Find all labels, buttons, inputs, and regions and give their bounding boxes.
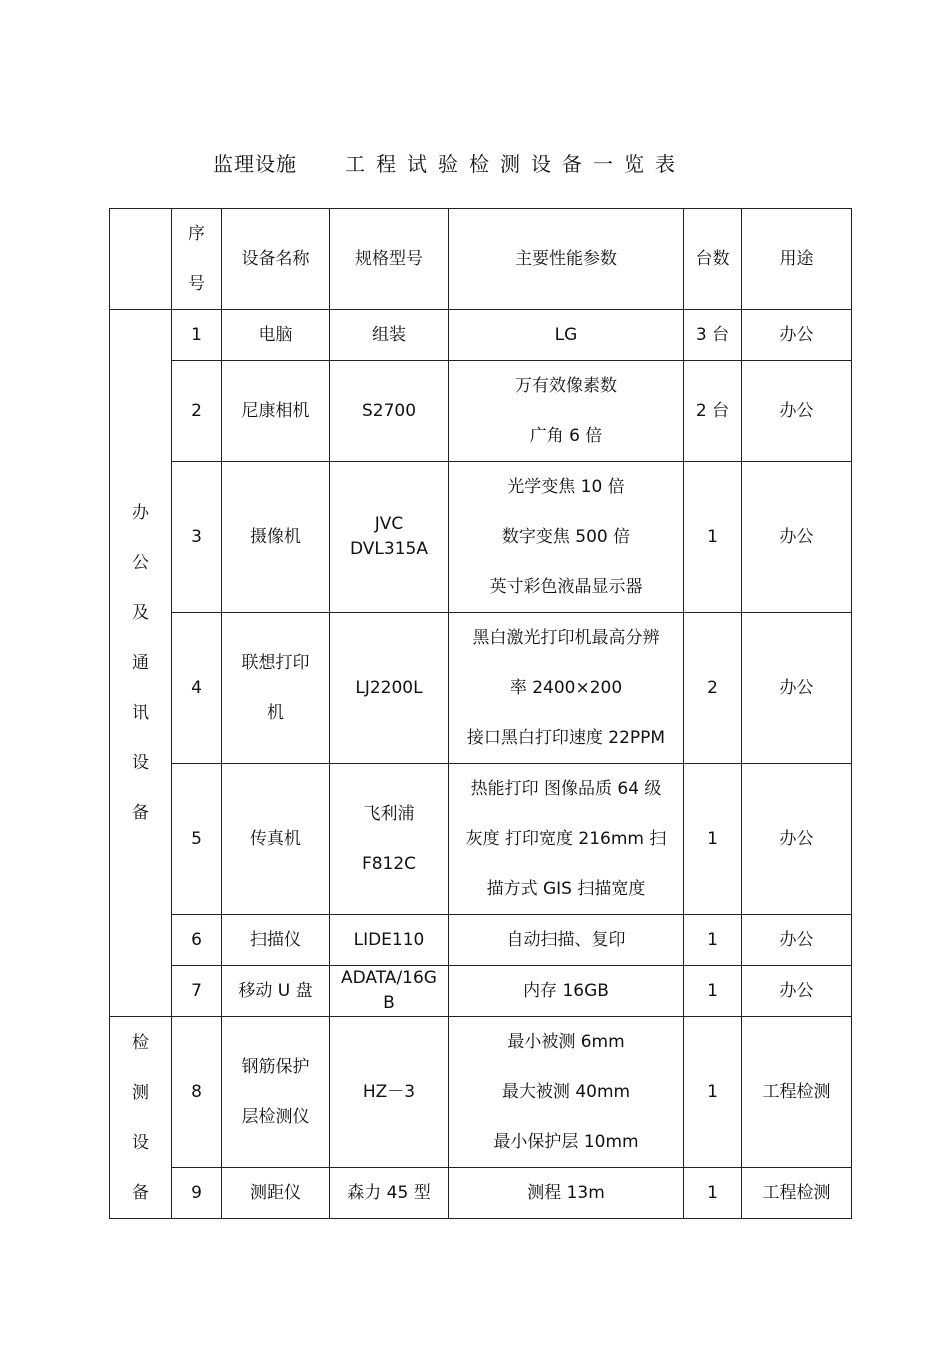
- cell-name-line: 扫描仪: [250, 930, 301, 950]
- cell-params-line: 测程 13m: [527, 1183, 605, 1203]
- cell-seq: 9: [172, 1168, 222, 1219]
- cell-params-line: 最小被测 6mm: [507, 1032, 625, 1052]
- cell-model-line: DVL315A: [350, 539, 428, 559]
- table-row: [110, 1168, 852, 1219]
- document-title: [0, 148, 950, 178]
- cell-count: 1: [684, 462, 742, 613]
- cell-params: [449, 361, 684, 462]
- cell-params-line: 英寸彩色液晶显示器: [489, 577, 643, 597]
- cell-name-line: 联想打印: [241, 653, 310, 673]
- cell-name-line: 移动 U 盘: [238, 981, 313, 1001]
- category-char: 公: [132, 553, 149, 573]
- cell-name-line: 层检测仪: [241, 1107, 310, 1127]
- cell-params: [449, 966, 684, 1017]
- category-char: 讯: [132, 703, 149, 723]
- cell-params-line: 最大被测 40mm: [501, 1082, 631, 1102]
- table-row: [110, 462, 852, 613]
- cell-model-line: LIDE110: [353, 930, 425, 950]
- header-seq-1: 序: [188, 224, 205, 244]
- cell-name-line: 钢筋保护: [241, 1057, 310, 1077]
- header-count: 台数: [684, 209, 742, 310]
- cell-use: 办公: [742, 966, 852, 1017]
- table-row: [110, 361, 852, 462]
- cell-params: [449, 1017, 684, 1168]
- cell-count: 2: [684, 613, 742, 764]
- header-seq-2: 号: [188, 274, 205, 294]
- category-char: 及: [132, 603, 149, 623]
- table-row: [110, 764, 852, 915]
- cell-name: [222, 310, 330, 361]
- cell-params-line: 数字变焦 500 倍: [501, 527, 631, 547]
- cell-use: 工程检测: [742, 1168, 852, 1219]
- cell-name-line: 尼康相机: [241, 401, 310, 421]
- cell-model: [330, 764, 449, 915]
- cell-count: 1: [684, 1168, 742, 1219]
- cell-name: [222, 613, 330, 764]
- cell-use: 办公: [742, 462, 852, 613]
- cell-use: 办公: [742, 764, 852, 915]
- cell-count: 2 台: [684, 361, 742, 462]
- table-row: [110, 613, 852, 764]
- cell-name: [222, 915, 330, 966]
- cell-model: [330, 613, 449, 764]
- cell-seq: 4: [172, 613, 222, 764]
- table-row: [110, 310, 852, 361]
- cell-params: [449, 310, 684, 361]
- cell-model: [330, 462, 449, 613]
- table-row: [110, 915, 852, 966]
- cell-count: 1: [684, 966, 742, 1017]
- cell-use: 工程检测: [742, 1017, 852, 1168]
- cell-name: [222, 1017, 330, 1168]
- title-right: 工程试验检测设备一览表: [345, 152, 686, 176]
- cell-params-line: 率 2400×200: [509, 678, 623, 698]
- cell-seq: 2: [172, 361, 222, 462]
- cell-params: [449, 915, 684, 966]
- cell-params-line: 内存 16GB: [523, 981, 609, 1001]
- cell-name-line: 测距仪: [250, 1183, 301, 1203]
- category-char: 设: [132, 753, 149, 773]
- category-char: 备: [132, 1182, 149, 1203]
- cell-params: [449, 1168, 684, 1219]
- title-left: 监理设施: [213, 152, 297, 176]
- cell-name-line: 电脑: [258, 325, 293, 345]
- cell-name: [222, 966, 330, 1017]
- category-testing: [110, 1017, 172, 1219]
- cell-model: [330, 915, 449, 966]
- cell-params-line: 接口黑白打印速度 22PPM: [466, 728, 666, 748]
- cell-model-line: LJ2200L: [355, 678, 423, 698]
- cell-model-line: B: [383, 993, 395, 1013]
- cell-model-line: 飞利浦: [363, 804, 415, 824]
- cell-use: 办公: [742, 915, 852, 966]
- equipment-table: [109, 208, 852, 1219]
- cell-seq: 7: [172, 966, 222, 1017]
- category-char: 设: [132, 1132, 149, 1153]
- header-name: 设备名称: [222, 209, 330, 310]
- cell-name-line: 传真机: [250, 829, 301, 849]
- cell-model: [330, 1168, 449, 1219]
- cell-params-line: LG: [554, 325, 578, 345]
- cell-params-line: 热能打印 图像品质 64 级: [470, 779, 662, 799]
- cell-params: [449, 613, 684, 764]
- cell-model: [330, 966, 449, 1017]
- cell-params-line: 广角 6 倍: [529, 426, 603, 446]
- cell-params-line: 黑白激光打印机最高分辨: [472, 628, 660, 648]
- category-char: 测: [132, 1082, 149, 1103]
- cell-count: 3 台: [684, 310, 742, 361]
- cell-params-line: 光学变焦 10 倍: [507, 477, 625, 497]
- category-office: [110, 310, 172, 1017]
- table-row: [110, 966, 852, 1017]
- table-row: [110, 1017, 852, 1168]
- header-category: [110, 209, 172, 310]
- cell-seq: 1: [172, 310, 222, 361]
- cell-model-line: HZ－3: [362, 1082, 416, 1102]
- cell-count: 1: [684, 1017, 742, 1168]
- cell-params-line: 描方式 GIS 扫描宽度: [486, 879, 646, 899]
- cell-seq: 3: [172, 462, 222, 613]
- cell-model: [330, 361, 449, 462]
- cell-params-line: 自动扫描、复印: [506, 930, 626, 950]
- cell-params-line: 最小保护层 10mm: [493, 1132, 639, 1152]
- cell-use: 办公: [742, 310, 852, 361]
- cell-model-line: S2700: [361, 401, 417, 421]
- cell-count: 1: [684, 915, 742, 966]
- cell-seq: 8: [172, 1017, 222, 1168]
- category-char: 备: [132, 803, 149, 823]
- cell-name: [222, 361, 330, 462]
- header-use: 用途: [742, 209, 852, 310]
- category-char: 通: [132, 653, 149, 673]
- cell-model-line: 组装: [372, 325, 406, 345]
- cell-name-line: 摄像机: [250, 527, 301, 547]
- cell-use: 办公: [742, 613, 852, 764]
- cell-model: [330, 1017, 449, 1168]
- cell-name-line: 机: [267, 703, 284, 723]
- cell-name: [222, 764, 330, 915]
- cell-params: [449, 764, 684, 915]
- cell-count: 1: [684, 764, 742, 915]
- header-params: 主要性能参数: [449, 209, 684, 310]
- cell-model-line: ADATA/16G: [341, 968, 437, 988]
- cell-use: 办公: [742, 361, 852, 462]
- cell-name: [222, 1168, 330, 1219]
- category-char: 检: [132, 1032, 149, 1053]
- header-model: 规格型号: [330, 209, 449, 310]
- cell-model: [330, 310, 449, 361]
- header-seq: [172, 209, 222, 310]
- cell-params: [449, 462, 684, 613]
- cell-seq: 6: [172, 915, 222, 966]
- cell-params-line: 灰度 打印宽度 216mm 扫: [465, 829, 667, 849]
- cell-name: [222, 462, 330, 613]
- cell-model-line: JVC: [374, 514, 404, 534]
- cell-model-line: F812C: [361, 854, 417, 874]
- cell-model-line: 森力 45 型: [347, 1183, 431, 1203]
- header-row: [110, 209, 852, 310]
- category-char: 办: [132, 503, 149, 523]
- cell-seq: 5: [172, 764, 222, 915]
- cell-params-line: 万有效像素数: [515, 376, 617, 396]
